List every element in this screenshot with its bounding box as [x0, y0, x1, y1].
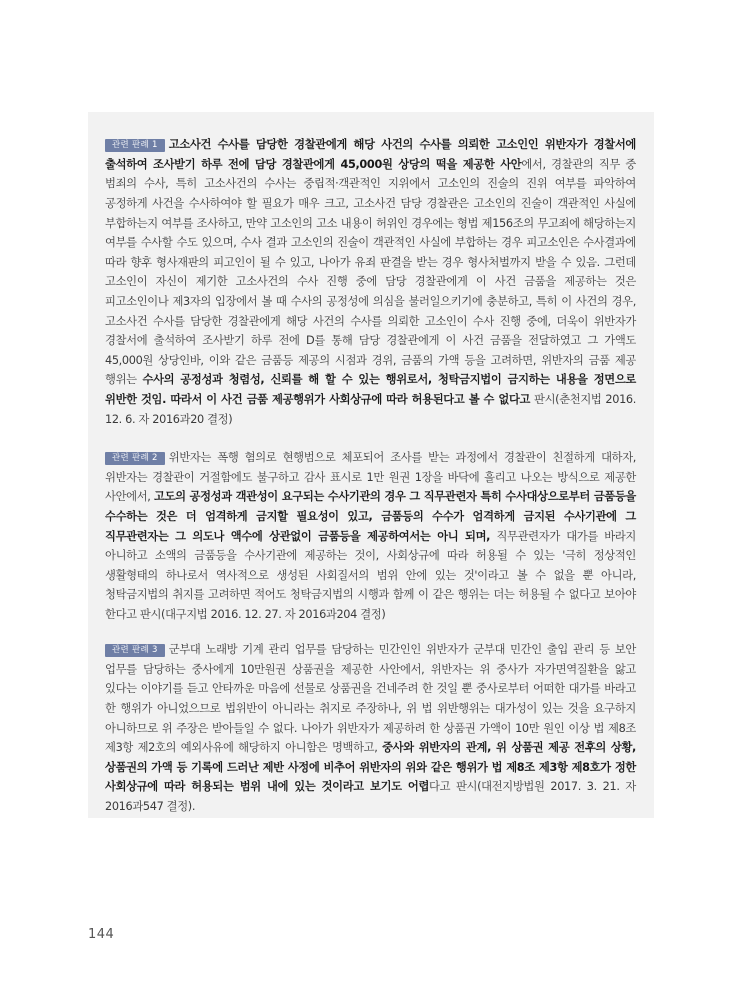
case-citation: 판시(춘천지법 2016. 12. 6. 자 2016과20 결정)	[105, 393, 636, 426]
page-number: 144	[88, 927, 115, 942]
case-law-tag: 관련 판례 2	[105, 452, 165, 465]
case-law-tag: 관련 판례 3	[105, 644, 165, 657]
case-text: 에서, 경찰관의 직무 중 범죄의 수사, 특히 고소사건의 수사는 중립적·객관적인 지위에서 고소인의 진술의 진위 여부를 파악하여 공정하게 사건을 수사하여야 할 필요가 매우 크고, 고소사건 담당 경찰관은 고소인의 진술이 객관적인 사실에 부합하는지 여부를 조사하고, 만약 고소인의 고소 내용이 허위인 경우에는 형법 제156조의 무고죄에 해당하는지 여부를 수사할 수도 있으며, 수사 결과 고소인의 진술이 객관적인 사실에 부합하는 경우 피고소인은 수사결과에 따라 향후 형사재판의 피고인이 될 수 있고, 나아가 유죄 판결을 받는 경우 형사처벌까지 받을 수 있음. 그런데 고소인이 자신이 제기한 고소사건의 수사 진행 중에 담당 경찰관에게 이 사건 금품을 제공하는 것은 피고소인이나 제3자의 입장에서 볼 때 수사의 공정성에 의심을 불러일으키기에 충분하고, 특히 이 사건의 경우, 고소사건 수사를 담당한 경찰관에게 해당 사건의 수사를 의뢰한 고소인이 수사 진행 중에, 더욱이 위반자가 경찰서에 출석하여 조사받기 하루 전에 D를 통해 담당 경찰관에게 이 사건 금품을 전달하였고 그 가액도 45,000원 상당인바, 이와 같은 금품등 제공의 시점과 경위, 금품의 가액 등을 고려하면, 위반자의 금품 제공 행위는	[105, 157, 636, 387]
holding-emphasis: 고도의 공정성과 객관성이 요구되는 수사기관의 경우 그 직무관련자 특히 수사대상으로부터 금품등을 수수하는 것은 더 엄격하게 금지할 필요성이 있고, 금품등의 수수가 엄격하게 금지된 수사기관에 그 직무관련자는 그 의도나 액수에 상관없이 금품등을 제공하여서는 아니 되며,	[105, 490, 636, 543]
case-citation: 다고 판시(대전지방법원 2017. 3. 21. 자 2016과547 결정).	[105, 780, 636, 814]
case-text: 위반자는 폭행 혐의로 현행범으로 체포되어 조사를 받는 과정에서 경찰관이 친절하게 대하자, 위반자는 경찰관이 거절함에도 불구하고 감사 표시로 1만 원권 1장을 바닥에 흘리고 나오는 방식으로 제공한 사안에서,	[105, 451, 636, 504]
case-text: 군부대 노래방 기계 관리 업무를 담당하는 민간인인 위반자가 군부대 민간인 출입 관리 등 보안 업무를 담당하는 중사에게 10만원권 상품권을 제공한 사안에서, 위반자는 위 중사가 자가면역질환을 앓고 있다는 이야기를 듣고 안타까운 마음에 선물로 상품권을 건네주려 한 것일 뿐 중사로부터 어떠한 대가를 바라고 한 행위가 아니었으므로 법위반이 아니라는 취지로 주장하나, 위 법 위반행위는 대가성이 있는 것을 요구하지 아니하므로 위 주장은 받아들일 수 없다. 나아가 위반자가 제공하려 한 상품권 가액이 10만 원인 이상 법 제8조 제3항 제2호의 예외사유에 해당하지 아니함은 명백하고,	[105, 643, 636, 755]
case-law-panel	[88, 112, 654, 818]
holding-emphasis: 중사와 위반자의 관계, 위 상품권 제공 전후의 상황, 상품권의 가액 등 기록에 드러난 제반 사정에 비추어 위반자의 위와 같은 행위가 법 제8조 제3항 제8호가 정한 사회상규에 따라 허용되는 범위 내에 있는 것이라고 보기도 어렵	[105, 741, 636, 794]
case-law-paragraph	[105, 135, 636, 429]
case-law-paragraph	[105, 640, 636, 816]
case-citation: 직무관련자가 대가를 바라지 아니하고 소액의 금품등을 수사기관에 제공하는 것이, 사회상규에 따라 허용될 수 있는 '극히 정상적인 생활형태의 하나로서 역사적으로 생성된 사회질서의 범위 안에 있는 것'이라고 볼 수 없을 뿐 아니라, 청탁금지법의 취지를 고려하면 적어도 청탁금지법의 시행과 함께 이 같은 행위는 더는 허용될 수 없다고 보아야 한다고 판시(대구지법 2016. 12. 27. 자 2016과204 결정)	[105, 529, 636, 622]
case-law-tag: 관련 판례 1	[105, 139, 165, 152]
holding-emphasis: 수사의 공정성과 청렴성, 신뢰를 해 할 수 있는 행위로서, 청탁금지법이 금지하는 내용을 정면으로 위반한 것임. 따라서 이 사건 금품 제공행위가 사회상규에 따라 허용된다고 볼 수 없다고	[105, 373, 636, 407]
case-law-paragraph	[105, 448, 636, 624]
holding-emphasis: 고소사건 수사를 담당한 경찰관에게 해당 사건의 수사를 의뢰한 고소인인 위반자가 경찰서에 출석하여 조사받기 하루 전에 담당 경찰관에게 45,000원 상당의 떡을 제공한 사안	[105, 138, 636, 171]
